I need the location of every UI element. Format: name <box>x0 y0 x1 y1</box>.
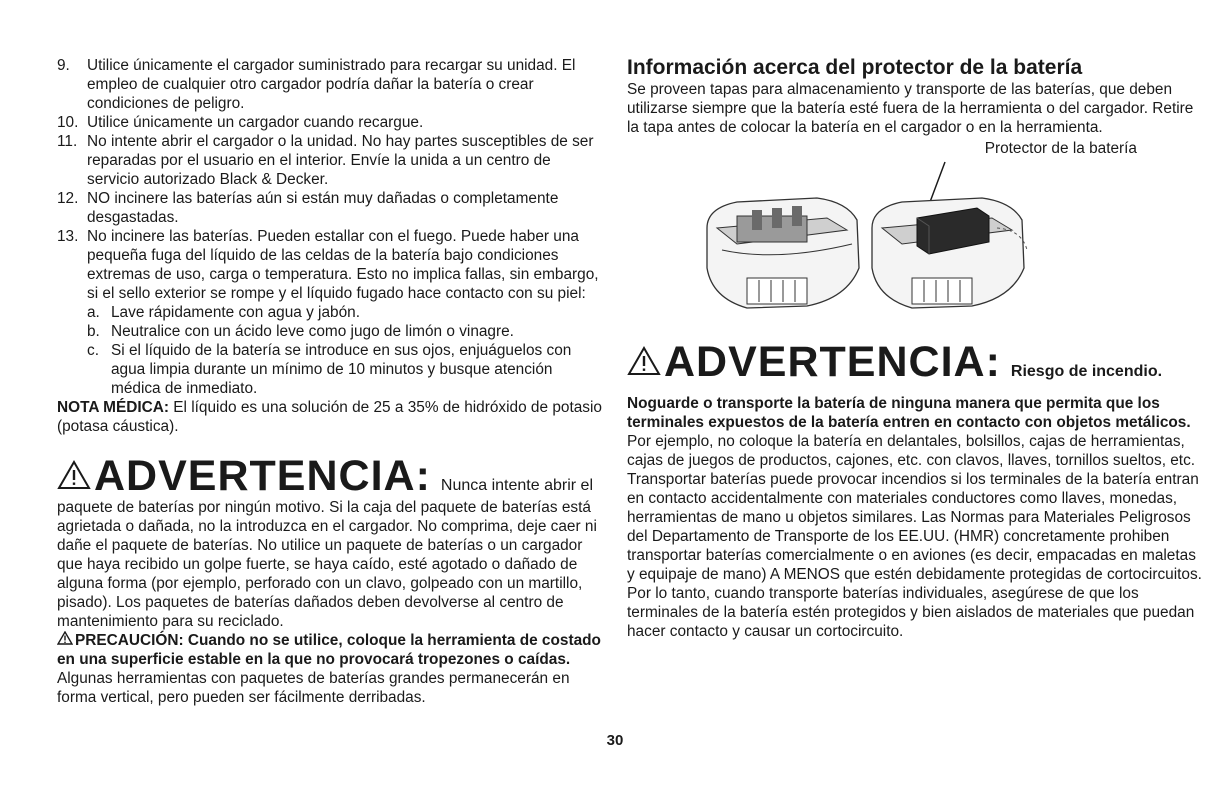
item-number: 11. <box>57 133 78 150</box>
fire-warning-bold: Noguarde o transporte la batería de ninguna manera que permita que los terminales expuestos de la batería entren en contacto con objetos metálicos. <box>627 395 1191 431</box>
item-number: 10. <box>57 114 79 131</box>
fire-warning-text: Por ejemplo, no coloque la batería en delantales, bolsillos, cajas de herramientas, cajas de juegos de productos, cajones, etc. con clavos, llaves, tornillos sueltos, etc. Transportar baterías puede provocar incendios si los terminales de la batería entran en contacto accidentalmente con materiales conductores como llaves, monedas, herramientas de mano u objetos similares. Las Normas para Materiales Peligrosos del Departamento de Transporte de los EE.UU. (HMR) concretamente prohiben transportar baterías comercialmente o en aviones (es decir, empacadas en maletas y equipaje de mano) A MENOS que estén debidamente protegidas de cortocircuitos. Por lo tanto, cuando transporte baterías individuales, asegúrese de que los terminales de la batería estén protegidos y bien aislados de materiales que puedan hacer contacto y causar un cortocircuito. <box>627 433 1202 640</box>
item-text: Utilice únicamente un cargador cuando recargue. <box>87 114 424 131</box>
list-item-11 <box>57 132 602 189</box>
medical-note <box>57 398 602 436</box>
warning-triangle-icon <box>627 346 661 376</box>
sub-item-letter: a. <box>87 304 100 321</box>
page-number: 30 <box>606 732 624 749</box>
item-text: No intente abrir el cargador o la unidad. No hay partes susceptibles de ser reparadas por el usuario en el interior. Envíe la unida a un centro de servicio autorizado Black & Decker. <box>87 133 594 188</box>
sub-item-a <box>57 303 602 322</box>
warning-lead: Riesgo de incendio. <box>1010 363 1163 380</box>
item-text: Utilice únicamente el cargador suministrado para recargar su unidad. El empleo de cualquier otro cargador podría dañar la batería o crear condiciones de peligro. <box>87 57 576 112</box>
battery-pack-icon <box>627 158 1207 328</box>
sub-item-c <box>57 341 602 398</box>
caution-text: Algunas herramientas con paquetes de baterías grandes permanecerán en forma vertical, pero pueden ser fácilmente derribadas. <box>57 670 570 706</box>
section-title: Información acerca del protector de la batería <box>627 56 1083 79</box>
item-number: 13. <box>57 228 79 245</box>
list-item-10 <box>57 113 602 132</box>
sub-item-text: Neutralice con un ácido leve como jugo de limón o vinagre. <box>111 323 514 340</box>
list-item-13 <box>57 227 602 303</box>
medical-note-label: NOTA MÉDICA: <box>57 399 169 416</box>
right-column <box>627 56 1207 641</box>
sub-item-text: Lave rápidamente con agua y jabón. <box>111 304 360 321</box>
battery-with-cap <box>872 198 1027 308</box>
item-text: No incinere las baterías. Pueden estallar con el fuego. Puede haber una pequeña fuga del líquido de las celdas de la batería bajo condiciones extremas de uso, carga o temperatura. Esto no implica fallas, sin embargo, si el sello exterior se rompe y el líquido fugado hace contacto con su piel: <box>87 228 599 302</box>
warning-lead: Nunca intente abrir el <box>440 477 593 494</box>
figure-label: Protector de la batería <box>984 140 1137 157</box>
warning-triangle-icon <box>57 460 91 490</box>
fire-warning-body <box>627 394 1207 641</box>
item-text: NO incinere las baterías aún si están muy dañadas o completamente desgastadas. <box>87 190 559 226</box>
sub-item-letter: b. <box>87 323 100 340</box>
caution-block <box>57 631 602 707</box>
section-text: Se proveen tapas para almacenamiento y transporte de las baterías, que deben utilizarse siempre que la batería esté fuera de la herramienta o del cargador. Retire la tapa antes de colocar la batería en el cargador o en la herramienta. <box>627 81 1194 136</box>
sub-item-letter: c. <box>87 342 99 359</box>
battery-without-cap <box>707 198 859 308</box>
item-number: 12. <box>57 190 79 207</box>
sub-item-text: Si el líquido de la batería se introduce en sus ojos, enjuáguelos con agua limpia durante un mínimo de 10 minutos y busque atención médica de inmediato. <box>111 342 572 397</box>
warning-block-battery <box>57 454 602 631</box>
caution-bold-text: PRECAUCIÓN: Cuando no se utilice, coloque la herramienta de costado en una superficie estable en la que no provocará tropezones o caídas. <box>57 632 601 668</box>
medical-note-text: El líquido es una solución de 25 a 35% de hidróxido de potasio (potasa cáustica). <box>57 399 602 435</box>
list-item-9 <box>57 56 602 113</box>
list-item-12 <box>57 189 602 227</box>
sub-item-b <box>57 322 602 341</box>
warning-text: paquete de baterías por ningún motivo. Si la caja del paquete de baterías está agrietada o dañada, no la introduzca en el cargador. No comprima, deje caer ni dañe el paquete de baterías. No utilice un paquete de baterías o un cargador que haya recibido un golpe fuerte, se haya caído, esté agotado o dañado de alguna forma (por ejemplo, perforado con un clavo, golpeado con un martillo, pisado). Los paquetes de baterías dañados deben devolverse al centro de mantenimiento para su reciclado. <box>57 499 597 630</box>
item-number: 9. <box>57 57 70 74</box>
warning-block-fire <box>627 340 1207 384</box>
left-column <box>57 56 602 707</box>
battery-figure <box>627 158 1207 328</box>
warning-triangle-icon <box>57 631 73 645</box>
warning-heading: ADVERTENCIA: <box>94 452 431 500</box>
warning-heading: ADVERTENCIA: <box>664 338 1001 386</box>
